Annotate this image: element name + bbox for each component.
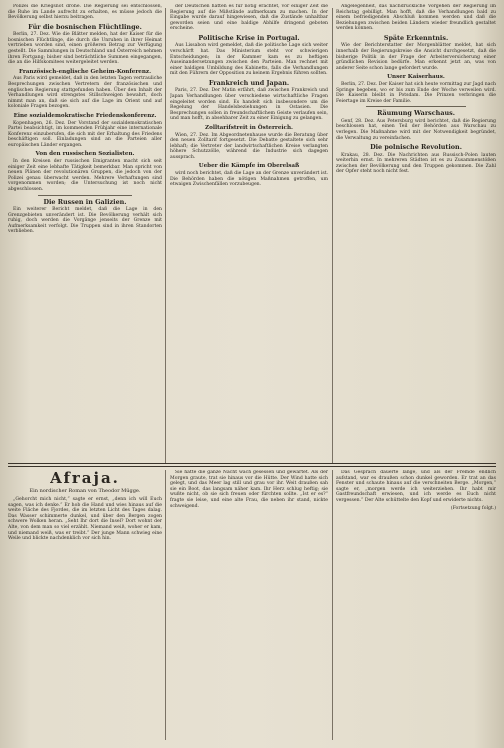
article-heading: Für die bosnischen Flüchtlinge. xyxy=(28,22,142,31)
article-heading: Ueber die Kämpfe im Oberelsaß xyxy=(198,163,300,170)
lead-paragraph: Polizei die Kriegsnot drohe. Die Regierung sei entschlossen, die Ruhe im Lande aufrecht zu erhalten, es müsse jedoch die Bevölkerung selbst hierzu beitragen. xyxy=(8,4,162,21)
article-heading: Französisch-englische Geheim-Konferenz. xyxy=(18,68,152,75)
article-paragraph: Paris, 27. Dez. Der Matin erfährt, daß zwischen Frankreich und Japan Verhandlungen über verschiedene wirtschaftliche Fragen eingeleitet worden sind. Es handelt sich insbesondere um die Regelung der Handelsbeziehungen in Ostasien. Die Besprechungen sollen in freundschaftlichem Geiste verlaufen sein, und man hofft, in absehbarer Zeit zu einer Einigung zu gelangen. xyxy=(170,88,328,122)
column-rule xyxy=(332,470,333,740)
feuilleton-subtitle: Ein nordischer Roman von Theodor Mügge. xyxy=(29,488,141,494)
feuilleton-title: Afraja. xyxy=(50,470,120,487)
article-heading: Räumung Warschaus. xyxy=(377,109,455,118)
article-paragraph: Krakau, 28. Dez. Die Nachrichten aus Russisch-Polen lauten weiterhin ernst. In mehreren Städten ist es zu Zusammenstößen zwischen der Bevölkerung und den Truppen gekommen. Die Zahl der Opfer steht noch nicht fest. xyxy=(336,152,496,175)
article-paragraph: Berlin, 27. Dez. Der Kaiser hat sich heute vormittag zur Jagd nach Springe begeben, wo er bis zum Ende der Woche verweilen wird. Die Kaiserin bleibt in Potsdam. Die Prinzen verbringen die Feiertage im Kreise der Familie. xyxy=(336,81,496,104)
feuilleton-column-1 xyxy=(8,470,162,742)
column-rule xyxy=(332,8,333,464)
feuilleton-divider xyxy=(8,463,496,464)
article-heading: Die polnische Revolution. xyxy=(370,143,462,152)
article-paragraph: Aus Paris wird gemeldet, daß in den letzten Tagen vertrauliche Besprechungen zwischen Vertretern der französischen und englischen Regierung stattgefunden haben. Über den Inhalt der Verhandlungen wird strengstes Stillschweigen bewahrt, doch nimmt man an, daß sie sich auf die Lage im Orient und auf koloniale Fragen bezogen. xyxy=(8,76,162,110)
article-paragraph: Genf, 28. Dez. Aus Petersburg wird berichtet, daß die Regierung beschlossen hat, einen Teil der Behörden aus Warschau zu verlegen. Die Maßnahme wird mit der Notwendigkeit begründet, die Verwaltung zu vereinfachen. xyxy=(336,118,496,141)
article-paragraph: Wien, 27. Dez. Im Abgeordnetenhause wurde die Beratung über den neuen Zolltarif fortgesetzt. Die Debatte gestaltete sich sehr lebhaft; die Vertreter der landwirtschaftlichen Kreise verlangten höhere Schutzzölle, während die Industrie sich dagegen aussprach. xyxy=(170,132,328,160)
lead-paragraph: Angelegenheit, das nachdrückliche Vorgehen der Regierung im Reichstag gebilligt. Man hofft, daß die Verhandlungen bald zu einem befriedigenden Abschluß kommen werden und daß die Beziehungen zwischen beiden Ländern wieder freundlich gestaltet werden können. xyxy=(336,4,496,32)
continuation-note: (Fortsetzung folgt.) xyxy=(450,505,496,511)
story-paragraph: „Gehorcht mich nicht,“ sagte er ernst, „denn ich will Euch sagen, was ich denke.“ Er hob die Hand und wies hinaus auf die weite Fläche des Fjordes, die im letzten Licht des Tages dalag. Das Wasser schimmerte dunkel, und über den Bergen zogen schwere Wolken heran. „Seht Ihr dort die Insel? Dort wohnt der Alte, von dem man so viel erzählt. Niemand weiß, woher er kam, und niemand weiß, was er treibt.“ Der junge Mann schwieg eine Weile und blickte nachdenklich vor sich hin. xyxy=(8,497,162,542)
story-paragraph: Sie hatte die ganze Nacht wach gesessen und gewartet. Als der Morgen graute, trat sie hinaus vor die Hütte. Der Wind hatte sich gelegt, und das Meer lag still und grau vor ihr. Weit draußen sah sie ein Boot, das langsam näher kam. Ihr Herz schlug heftig; sie wußte nicht, ob sie sich freuen oder fürchten sollte. „Ist er es?“ fragte sie leise, und eine alte Frau, die neben ihr stand, nickte schweigend. xyxy=(170,470,328,509)
article-paragraph: In den Kreisen der russischen Emigranten macht sich seit einiger Zeit eine lebhafte Tätigkeit bemerkbar. Man spricht von neuen Plänen der revolutionären Gruppen, die jedoch von der Polizei genau überwacht werden. Mehrere Verhaftungen sind vorgenommen worden; die Untersuchung ist noch nicht abgeschlossen. xyxy=(8,159,162,193)
article-heading: Zolltarifstreit in Österreich. xyxy=(205,124,293,131)
news-column-1 xyxy=(8,4,162,462)
news-column-2 xyxy=(170,4,328,462)
feuilleton-divider-thin xyxy=(8,466,496,467)
article-paragraph: Ein weiterer Bericht meldet, daß die Lage in den Grenzgebieten unverändert ist. Die Bevölkerung verhält sich ruhig, doch werden die Vorgänge jenseits der Grenze mit Aufmerksamkeit verfolgt. Die Truppen sind in ihren Standorten verblieben. xyxy=(8,207,162,235)
article-paragraph: Kopenhagen, 26. Dez. Der Vorstand der sozialdemokratischen Partei beabsichtigt, im kommenden Frühjahr eine internationale Konferenz einzuberufen, die sich mit der Erhaltung des Friedens beschäftigen soll. Einladungen sind an die Parteien aller europäischen Länder ergangen. xyxy=(8,120,162,148)
article-paragraph: Wie der Berichterstatter der Morgenblätter meldet, hat sich innerhalb der Regierungskreise die Ansicht durchgesetzt, daß die bisherige Politik in der Frage der Arbeiterversicherung einer gründlichen Revision bedürfe. Man erkennt jetzt an, was von anderer Seite schon lange gefordert wurde. xyxy=(336,43,496,71)
article-heading: Von den russischen Sozialisten. xyxy=(35,151,135,158)
article-heading: Eine sozialdemokratische Friedenskonferenz. xyxy=(13,112,157,119)
article-heading: Politische Krise in Portugal. xyxy=(198,33,300,42)
separator-rule xyxy=(366,106,466,107)
column-rule xyxy=(165,8,166,464)
article-heading: Späte Erkenntnis. xyxy=(383,33,449,42)
article-paragraph: Berlin, 27. Dez. Wie die Blätter melden, hat der Kaiser für die bosnischen Flüchtlinge, die durch die Unruhen in ihrer Heimat vertrieben worden sind, einen größeren Betrag zur Verfügung gestellt. Die Sammlungen in Deutschland und Österreich nehmen ihren Fortgang; bisher sind beträchtliche Summen eingegangen, die an die Hilfskomitees weitergeleitet werden. xyxy=(8,32,162,66)
feuilleton-column-2 xyxy=(170,470,328,742)
article-heading: Die Russen in Galizien. xyxy=(43,197,127,206)
article-paragraph: wird noch berichtet, daß die Lage an der Grenze unverändert ist. Die Behörden haben die nötigen Maßnahmen getroffen, um etwaigen Zwischenfällen vorzubeugen. xyxy=(170,171,328,188)
news-section xyxy=(8,4,496,462)
feuilleton-column-3 xyxy=(336,470,496,742)
separator-rule xyxy=(38,195,132,196)
article-heading: Frankreich und Japan. xyxy=(208,78,290,87)
column-rule xyxy=(165,470,166,740)
news-column-3 xyxy=(336,4,496,462)
article-heading: Unser Kaiserhaus. xyxy=(387,74,445,81)
lead-paragraph: der Deutschen hatten es für nötig erachtet, vor einiger Zeit die Regierung auf die Mißstände aufmerksam zu machen. In der Eingabe wurde darauf hingewiesen, daß die Zustände unhaltbar geworden seien und eine baldige Abhilfe dringend geboten erscheine. xyxy=(170,4,328,32)
feuilleton-section xyxy=(8,470,496,742)
story-paragraph: Das Gespräch dauerte lange, und als der Fremde endlich aufstand, war es draußen schon dunkel geworden. Er trat an das Fenster und schaute hinaus auf die verschneiten Berge. „Morgen,“ sagte er, „morgen werde ich weiterziehen. Ihr habt mir Gastfreundschaft erwiesen, und ich werde es Euch nicht vergessen.“ Der Alte schüttelte den Kopf und erwiderte nichts. xyxy=(336,470,496,503)
article-paragraph: Aus Lissabon wird gemeldet, daß die politische Lage sich weiter verschärft hat. Das Ministerium steht vor schwierigen Entscheidungen; in der Kammer kam es zu heftigen Auseinandersetzungen zwischen den Parteien. Man rechnet mit einer baldigen Umbildung des Kabinetts, falls die Verhandlungen mit den Führern der Opposition zu keinem Ergebnis führen sollten. xyxy=(170,43,328,77)
